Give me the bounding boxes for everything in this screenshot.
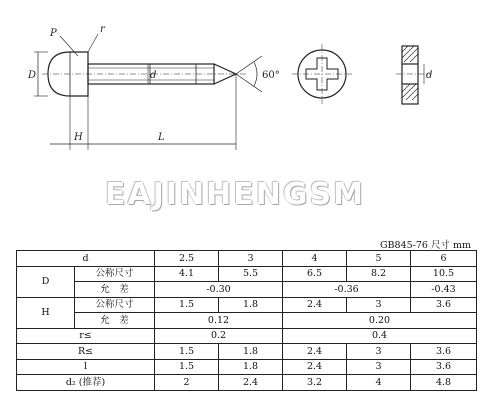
table-row (17, 375, 477, 391)
table-row (17, 266, 477, 282)
row-label-d2: d₂ (推荐) (17, 375, 155, 391)
tolerance-label: 允 差 (75, 313, 155, 329)
table-cell: 4.8 (411, 375, 477, 391)
label-angle: 60° (262, 70, 280, 81)
nominal-label: 公称尺寸 (75, 297, 155, 313)
row-label-D: D (17, 266, 75, 297)
table-cell: 1.8 (219, 297, 283, 313)
label-P: P (50, 28, 57, 39)
row-label-r: r≤ (17, 328, 155, 344)
table-cell: 4 (283, 251, 347, 267)
row-label-H: H (17, 297, 75, 328)
table-cell: 2.4 (283, 297, 347, 313)
table-cell: 2.5 (155, 251, 219, 267)
header-d: d (17, 251, 155, 267)
table-cell: 0.4 (283, 328, 477, 344)
table-row (17, 297, 477, 313)
table-cell: 2.4 (283, 344, 347, 360)
table-cell: 5.5 (219, 266, 283, 282)
table-cell: 8.2 (347, 266, 411, 282)
table-cell: 1.8 (219, 344, 283, 360)
table-cell: 3.6 (411, 359, 477, 375)
table-cell: 1.8 (219, 359, 283, 375)
table-cell: 0.2 (155, 328, 283, 344)
watermark: EAJINHENGSM (105, 177, 365, 212)
table-row (17, 282, 477, 298)
label-H: H (74, 132, 83, 143)
label-L: L (158, 132, 165, 143)
table-cell: 6 (411, 251, 477, 267)
table-cell: -0.36 (283, 282, 411, 298)
table-cell: 2 (155, 375, 219, 391)
table-cell: 4.1 (155, 266, 219, 282)
table-cell: 1.5 (155, 344, 219, 360)
table-cell: 5 (347, 251, 411, 267)
table-cell: 2.4 (219, 375, 283, 391)
table-cell: 2.4 (283, 359, 347, 375)
table-cell: 6.5 (283, 266, 347, 282)
row-label-R: R≤ (17, 344, 155, 360)
table-cell: 3 (347, 344, 411, 360)
nominal-label: 公称尺寸 (75, 266, 155, 282)
label-d2: d (426, 70, 433, 81)
table-cell: -0.43 (411, 282, 477, 298)
table-cell: -0.30 (155, 282, 283, 298)
table-cell: 10.5 (411, 266, 477, 282)
tolerance-label: 允 差 (75, 282, 155, 298)
label-r: r (100, 24, 105, 35)
standard-caption: GB845-76 尺寸 mm (379, 240, 471, 251)
table-cell: 1.5 (155, 359, 219, 375)
table-cell: 3.6 (411, 297, 477, 313)
table-cell: 1.5 (155, 297, 219, 313)
table-cell: 3 (347, 359, 411, 375)
table-row (17, 313, 477, 329)
table-row (17, 359, 477, 375)
table-cell: 0.20 (283, 313, 477, 329)
dimension-table (16, 250, 477, 391)
table-row (17, 344, 477, 360)
table-cell: 3.6 (411, 344, 477, 360)
table-cell: 0.12 (155, 313, 283, 329)
label-d: d (150, 70, 157, 81)
row-label-l: l (17, 359, 155, 375)
table-row (17, 328, 477, 344)
table-row (17, 251, 477, 267)
table-cell: 3 (347, 297, 411, 313)
table-cell: 4 (347, 375, 411, 391)
table-cell: 3 (219, 251, 283, 267)
label-D: D (28, 70, 37, 81)
table-cell: 3.2 (283, 375, 347, 391)
